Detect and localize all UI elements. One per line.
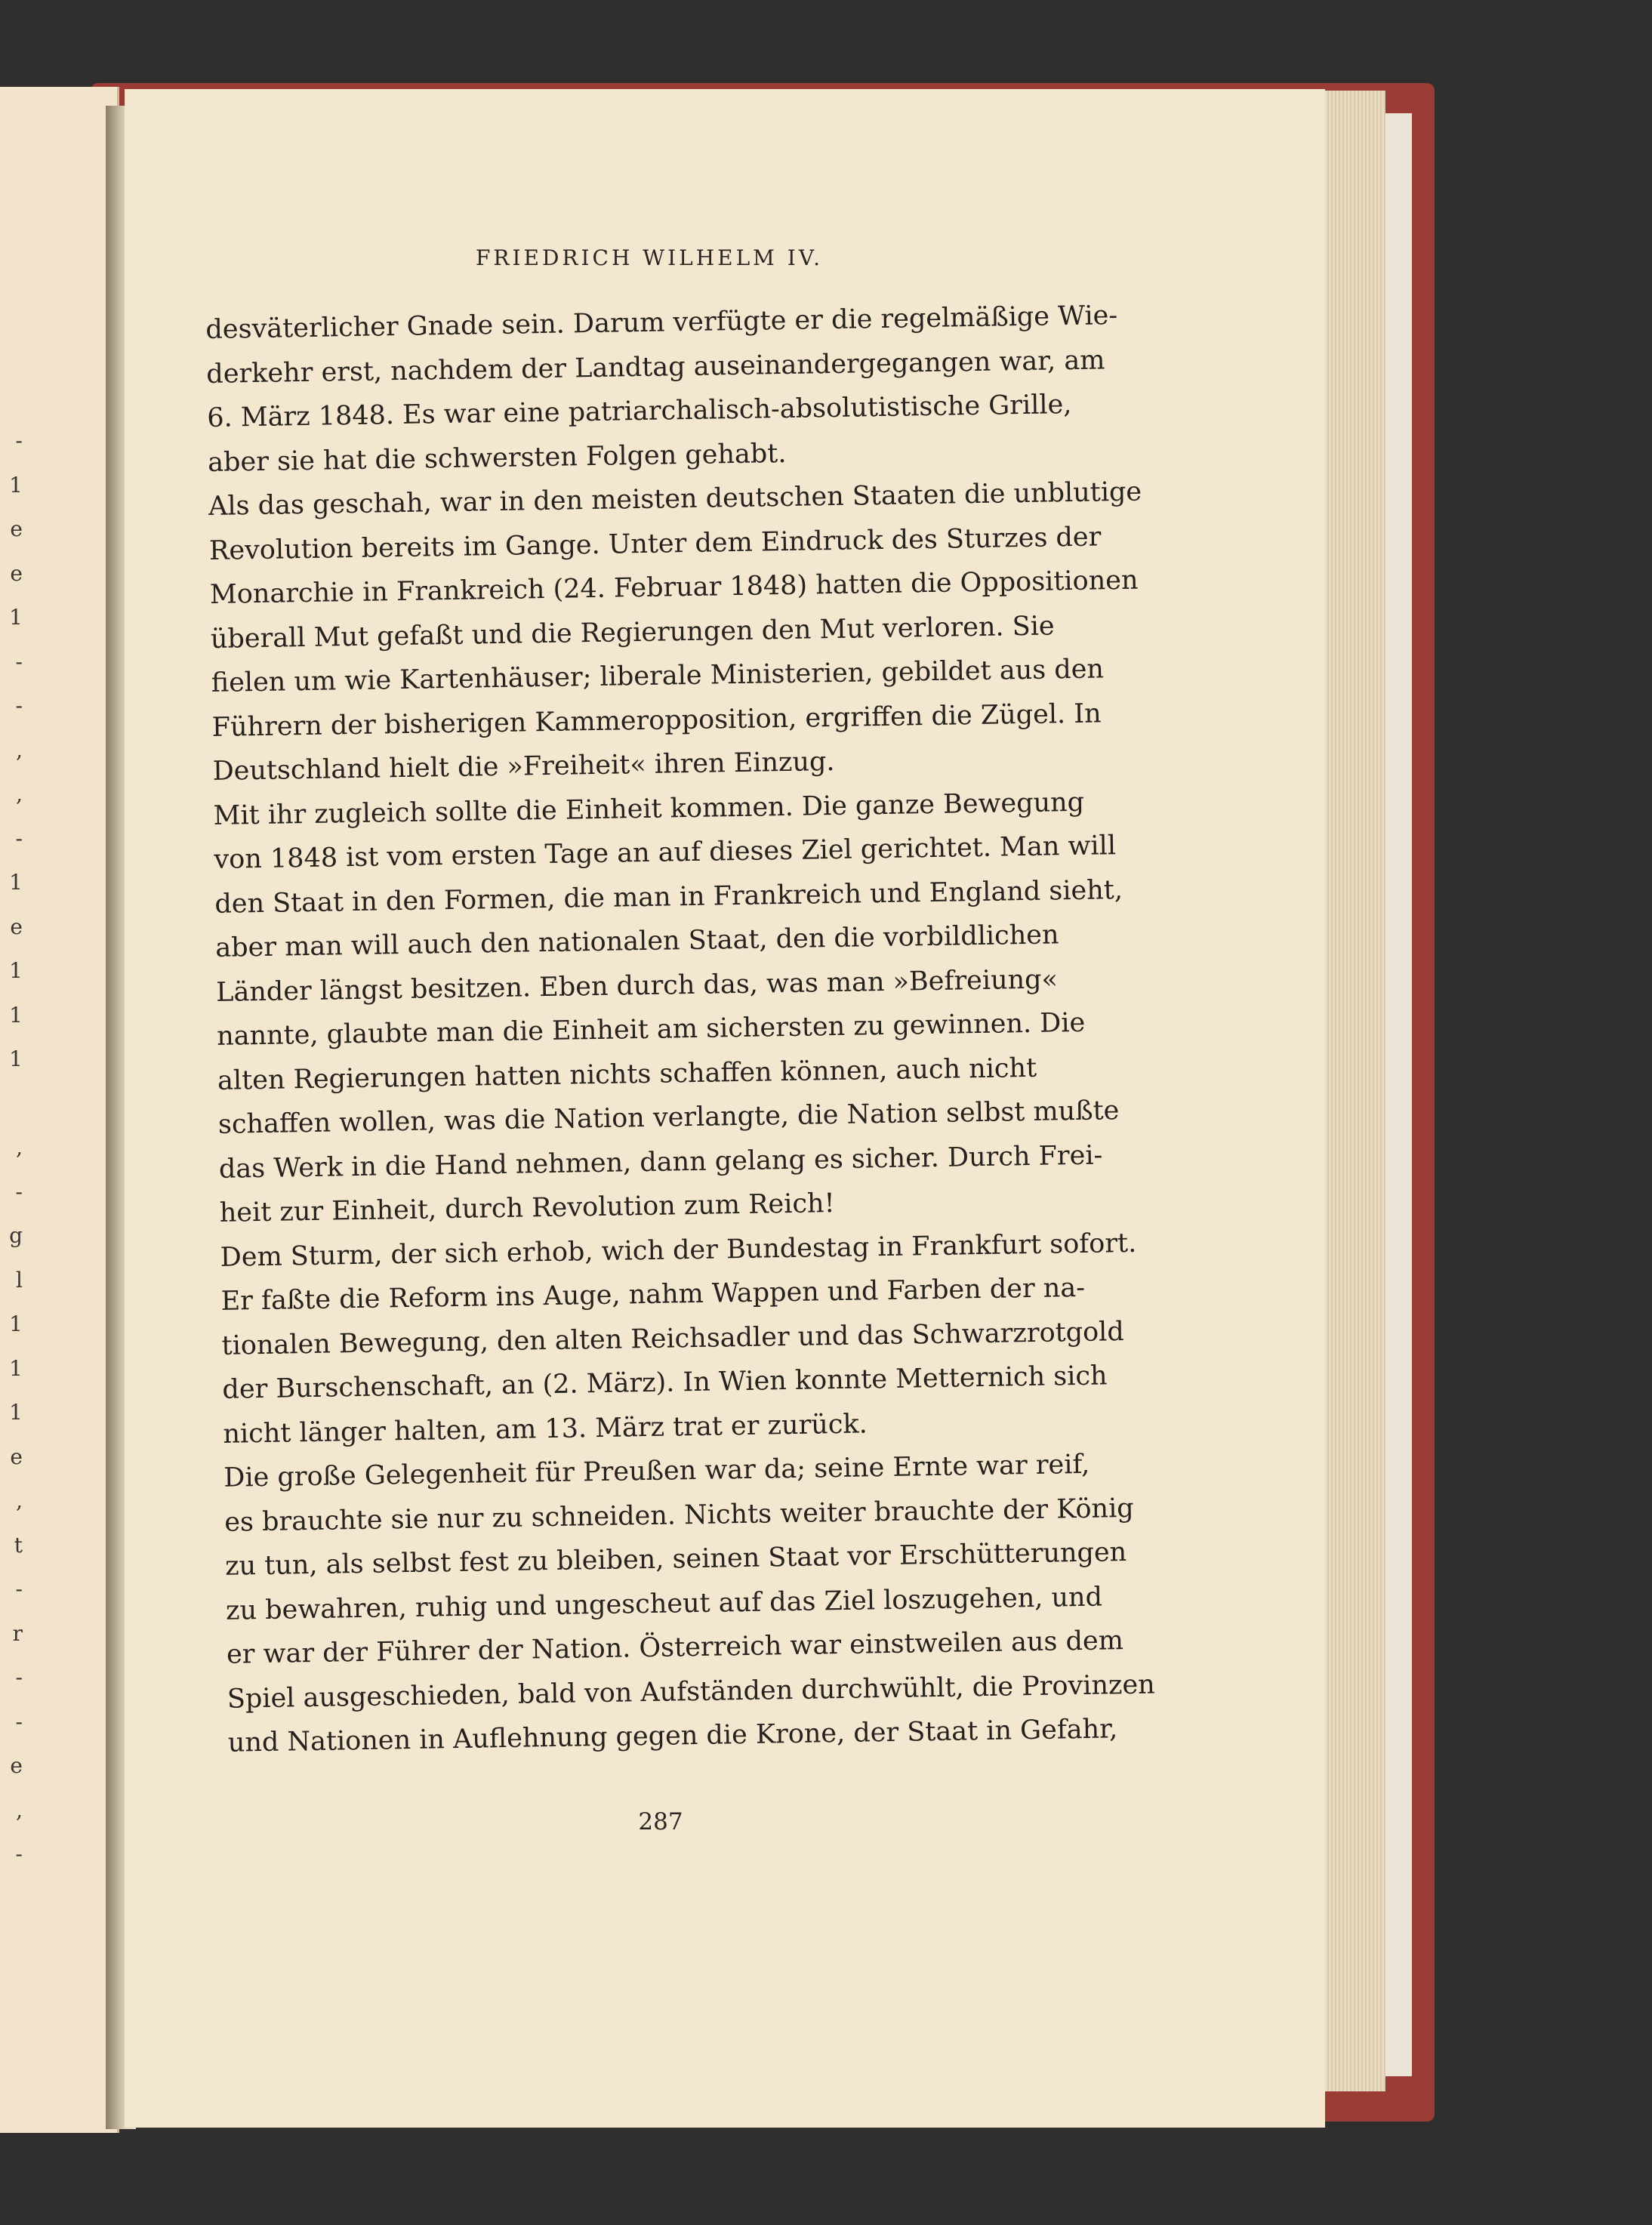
text-line: aber man will auch den nationalen Staat, den die vorbildlichen <box>215 920 1059 963</box>
left-page-fragment: , <box>16 1797 23 1823</box>
left-page-fragment: 1 <box>9 1311 23 1336</box>
text-line: und Nationen in Auflehnung gegen die Krone, der Staat in Gefahr, <box>227 1714 1118 1758</box>
text-line: der Burschenschaft, an (2. März). In Wien konnte Metternich sich <box>222 1361 1108 1405</box>
left-page-fragment: 1 <box>9 1400 23 1425</box>
text-line: schaffen wollen, was die Nation verlangte, die Nation selbst mußte <box>217 1096 1120 1140</box>
running-head: FRIEDRICH WILHELM IV. <box>475 245 824 270</box>
left-page-fragment: 1 <box>9 605 23 630</box>
text-line: fielen um wie Kartenhäuser; liberale Ministerien, gebildet aus den <box>211 654 1105 698</box>
left-page-fragment: - <box>15 693 23 718</box>
left-page-fragment: , <box>16 1488 23 1513</box>
left-page-fragment: 1 <box>9 1355 23 1381</box>
left-page-fragment: 1 <box>9 958 23 983</box>
page-stack <box>1318 91 1385 2091</box>
left-page-fragment: t <box>14 1532 23 1558</box>
text-line: Monarchie in Frankreich (24. Februar 1848) hatten die Oppositionen <box>209 565 1139 610</box>
endpaper-edge <box>1382 113 1412 2076</box>
page-number: 287 <box>638 1808 683 1835</box>
left-page-fragment: e <box>10 516 23 541</box>
text-line: zu bewahren, ruhig und ungescheut auf das Ziel loszugehen, und <box>225 1582 1103 1626</box>
left-page-fragment: , <box>16 781 23 806</box>
text-line: Als das geschah, war in den meisten deutschen Staaten die unblutige <box>208 476 1142 522</box>
left-page-fragment: - <box>15 1576 23 1601</box>
left-page-fragment: - <box>15 1841 23 1866</box>
text-line: Revolution bereits im Gange. Unter dem Eindruck des Sturzes der <box>208 521 1102 566</box>
left-page-fragment: 1 <box>9 870 23 895</box>
left-page-fragment: - <box>15 1665 23 1690</box>
left-page-fragment: e <box>10 1753 23 1778</box>
text-line: von 1848 ist vom ersten Tage an auf dieses Ziel gerichtet. Man will <box>214 831 1117 875</box>
text-line: Führern der bisherigen Kammeropposition, ergriffen die Zügel. In <box>211 698 1102 743</box>
text-line: Mit ihr zugleich sollte die Einheit kommen. Die ganze Bewegung <box>213 787 1085 831</box>
left-page-fragment: g <box>9 1223 23 1248</box>
text-line: tionalen Bewegung, den alten Reichsadler und das Schwarzrotgold <box>221 1316 1125 1361</box>
left-page-fragment: r <box>12 1620 23 1646</box>
left-page-text-fragments <box>0 419 23 1877</box>
left-page-fragment: - <box>15 1709 23 1734</box>
text-line: Die große Gelegenheit für Preußen war da; seine Ernte war reif, <box>223 1449 1090 1493</box>
text-line: das Werk in die Hand nehmen, dann gelang es sicher. Durch Frei- <box>218 1139 1103 1185</box>
text-line: den Staat in den Formen, die man in Frankreich und England sieht, <box>214 874 1123 920</box>
text-line: Länder längst besitzen. Eben durch das, was man »Befreiung« <box>215 963 1059 1008</box>
text-line: desväterlicher Gnade sein. Darum verfügte er die regelmäßige Wie- <box>205 300 1118 345</box>
left-page-fragment: e <box>10 560 23 586</box>
left-page-fragment: - <box>15 1179 23 1204</box>
left-page-fragment: - <box>15 428 23 453</box>
left-page-fragment: 1 <box>9 472 23 498</box>
left-page-fragment: l <box>16 1267 23 1293</box>
left-page-fragment: - <box>15 825 23 851</box>
left-page-fragment: e <box>10 914 23 939</box>
left-page-fragment: 1 <box>9 1046 23 1071</box>
left-page-fragment: , <box>16 1135 23 1160</box>
text-line: Er faßte die Reform ins Auge, nahm Wappen und Farben der na- <box>220 1272 1086 1317</box>
text-line: derkehr erst, nachdem der Landtag auseinandergegangen war, am <box>206 344 1105 390</box>
text-line: Spiel ausgeschieden, bald von Aufständen durchwühlt, die Provinzen <box>227 1669 1155 1715</box>
text-line: Deutschland hielt die »Freiheit« ihren Einzug. <box>212 746 835 787</box>
text-line: 6. März 1848. Es war eine patriarchalisch-absolutistische Grille, <box>206 389 1072 433</box>
left-page-fragment: 1 <box>9 1002 23 1028</box>
text-line: heit zur Einheit, durch Revolution zum Reich! <box>219 1188 835 1228</box>
text-line: er war der Führer der Nation. Österreich war einstweilen aus dem <box>226 1626 1124 1670</box>
left-page <box>0 87 119 2133</box>
text-line: es brauchte sie nur zu schneiden. Nichts weiter brauchte der König <box>223 1493 1134 1538</box>
body-text <box>205 294 1155 1765</box>
text-line: nannte, glaubte man die Einheit am sichersten zu gewinnen. Die <box>216 1007 1086 1052</box>
left-page-fragment <box>0 1082 23 1126</box>
left-page-fragment: e <box>10 1444 23 1469</box>
text-line: zu tun, als selbst fest zu bleiben, seinen Staat vor Erschütterungen <box>224 1537 1127 1582</box>
left-page-fragment: - <box>15 649 23 674</box>
text-line: nicht länger halten, am 13. März trat er zurück. <box>223 1408 868 1450</box>
text-line: alten Regierungen hatten nichts schaffen können, auch nicht <box>217 1052 1037 1096</box>
text-line: Dem Sturm, der sich erhob, wich der Bundestag in Frankfurt sofort. <box>220 1228 1137 1273</box>
left-page-fragment: , <box>16 737 23 763</box>
text-line: aber sie hat die schwersten Folgen gehabt. <box>207 438 787 478</box>
text-line: überall Mut gefaßt und die Regierungen den Mut verloren. Sie <box>210 610 1055 655</box>
